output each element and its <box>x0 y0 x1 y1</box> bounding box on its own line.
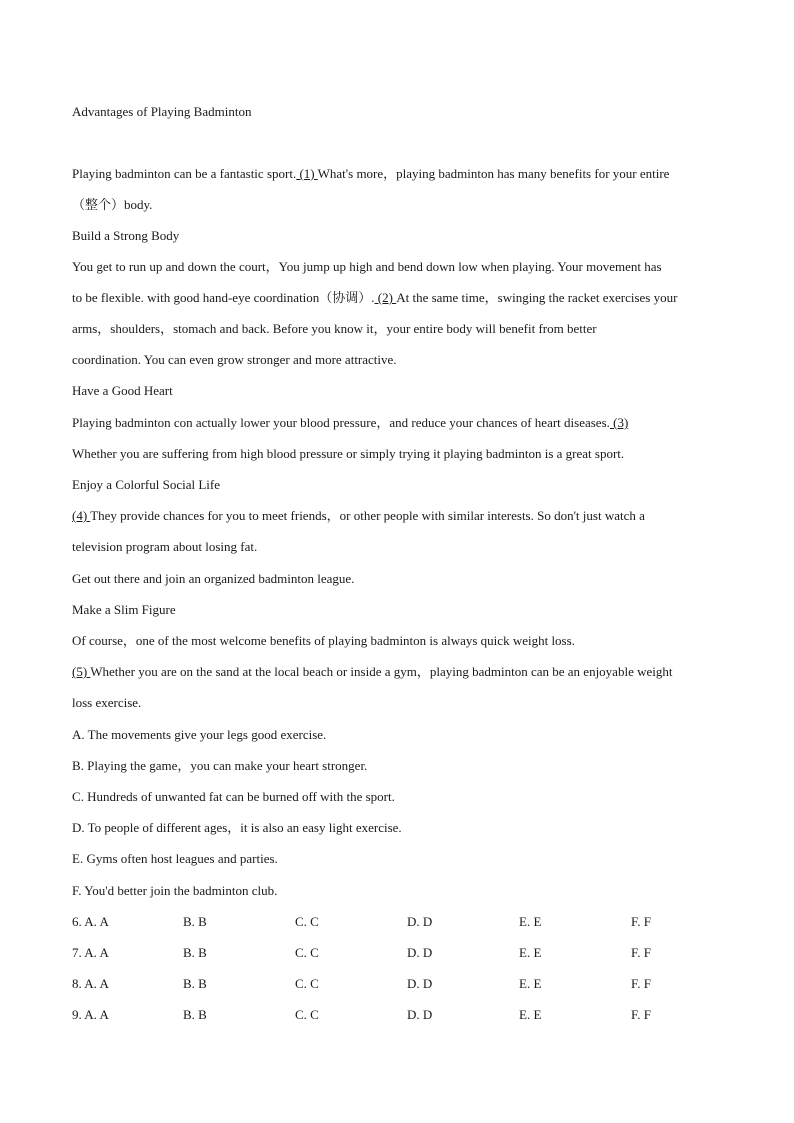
option-f[interactable]: F. F <box>631 945 651 960</box>
option-d[interactable]: D. D <box>407 945 433 960</box>
question-row-8 <box>72 976 727 992</box>
option-a[interactable]: 9. A. A <box>72 1007 109 1022</box>
option-e[interactable]: E. E <box>519 1007 542 1022</box>
blank-5: (5) <box>72 664 91 679</box>
text: Whether you are on the sand at the local beach or inside a gym，playing badminton can be an enjoyable weight <box>90 664 673 679</box>
paragraph-1-line-1 <box>72 166 669 182</box>
option-b[interactable]: B. B <box>183 976 207 991</box>
text: What's more，playing badminton has many benefits for your entire <box>317 166 670 181</box>
option-c[interactable]: C. C <box>295 945 319 960</box>
paragraph-2-line-2 <box>72 290 677 306</box>
question-row-6 <box>72 914 727 930</box>
option-a[interactable]: 6. A. A <box>72 914 109 929</box>
choice-b: B. Playing the game，you can make your heart stronger. <box>72 758 368 773</box>
text: to be flexible. with good hand-eye coordination（协调）. <box>72 290 375 305</box>
paragraph-3-line-2: Whether you are suffering from high blood pressure or simply trying it playing badminton is a great sport. <box>72 446 625 461</box>
blank-1: (1) <box>296 166 318 181</box>
paragraph-5-line-1: Of course，one of the most welcome benefits of playing badminton is always quick weight loss. <box>72 633 575 648</box>
option-b[interactable]: B. B <box>183 1007 207 1022</box>
paragraph-4-line-2: television program about losing fat. <box>72 539 258 554</box>
choice-a: A. The movements give your legs good exercise. <box>72 727 327 742</box>
option-b[interactable]: B. B <box>183 914 207 929</box>
option-d[interactable]: D. D <box>407 976 433 991</box>
text: At the same time，swinging the racket exercises your <box>396 290 678 305</box>
section-heading-slim-figure: Make a Slim Figure <box>72 602 176 617</box>
option-f[interactable]: F. F <box>631 976 651 991</box>
choice-c: C. Hundreds of unwanted fat can be burned off with the sport. <box>72 789 395 804</box>
option-b[interactable]: B. B <box>183 945 207 960</box>
option-c[interactable]: C. C <box>295 914 319 929</box>
choice-d: D. To people of different ages，it is also an easy light exercise. <box>72 820 402 835</box>
question-row-7 <box>72 945 727 961</box>
blank-3: (3) <box>609 415 629 430</box>
option-d[interactable]: D. D <box>407 1007 433 1022</box>
choice-e: E. Gyms often host leagues and parties. <box>72 851 278 866</box>
option-a[interactable]: 8. A. A <box>72 976 109 991</box>
option-e[interactable]: E. E <box>519 914 542 929</box>
paragraph-5-line-3: loss exercise. <box>72 695 142 710</box>
section-heading-good-heart: Have a Good Heart <box>72 383 173 398</box>
option-c[interactable]: C. C <box>295 976 319 991</box>
paragraph-2-line-3: arms，shoulders，stomach and back. Before you know it，your entire body will benefit from better <box>72 321 597 336</box>
paragraph-5-line-2 <box>72 664 672 680</box>
section-heading-strong-body: Build a Strong Body <box>72 228 180 243</box>
option-d[interactable]: D. D <box>407 914 433 929</box>
text: They provide chances for you to meet friends，or other people with similar interests. So don't just watch a <box>90 508 645 523</box>
option-a[interactable]: 7. A. A <box>72 945 109 960</box>
paragraph-1-line-2: （整个）body. <box>72 197 153 212</box>
question-row-9 <box>72 1007 727 1023</box>
choice-f: F. You'd better join the badminton club. <box>72 883 278 898</box>
paragraph-2-line-4: coordination. You can even grow stronger and more attractive. <box>72 352 397 367</box>
option-c[interactable]: C. C <box>295 1007 319 1022</box>
blank-2: (2) <box>374 290 397 305</box>
text: Playing badminton con actually lower your blood pressure，and reduce your chances of heart diseases. <box>72 415 610 430</box>
document-title: Advantages of Playing Badminton <box>72 104 252 119</box>
paragraph-4-line-3: Get out there and join an organized badminton league. <box>72 571 355 586</box>
text: Playing badminton can be a fantastic sport. <box>72 166 297 181</box>
paragraph-4-line-1 <box>72 508 645 524</box>
paragraph-3-line-1 <box>72 415 628 431</box>
section-heading-social-life: Enjoy a Colorful Social Life <box>72 477 221 492</box>
blank-4: (4) <box>72 508 91 523</box>
paragraph-2-line-1: You get to run up and down the court，You jump up high and bend down low when playing. Your movement has <box>72 259 662 274</box>
option-e[interactable]: E. E <box>519 945 542 960</box>
option-e[interactable]: E. E <box>519 976 542 991</box>
option-f[interactable]: F. F <box>631 1007 651 1022</box>
option-f[interactable]: F. F <box>631 914 651 929</box>
